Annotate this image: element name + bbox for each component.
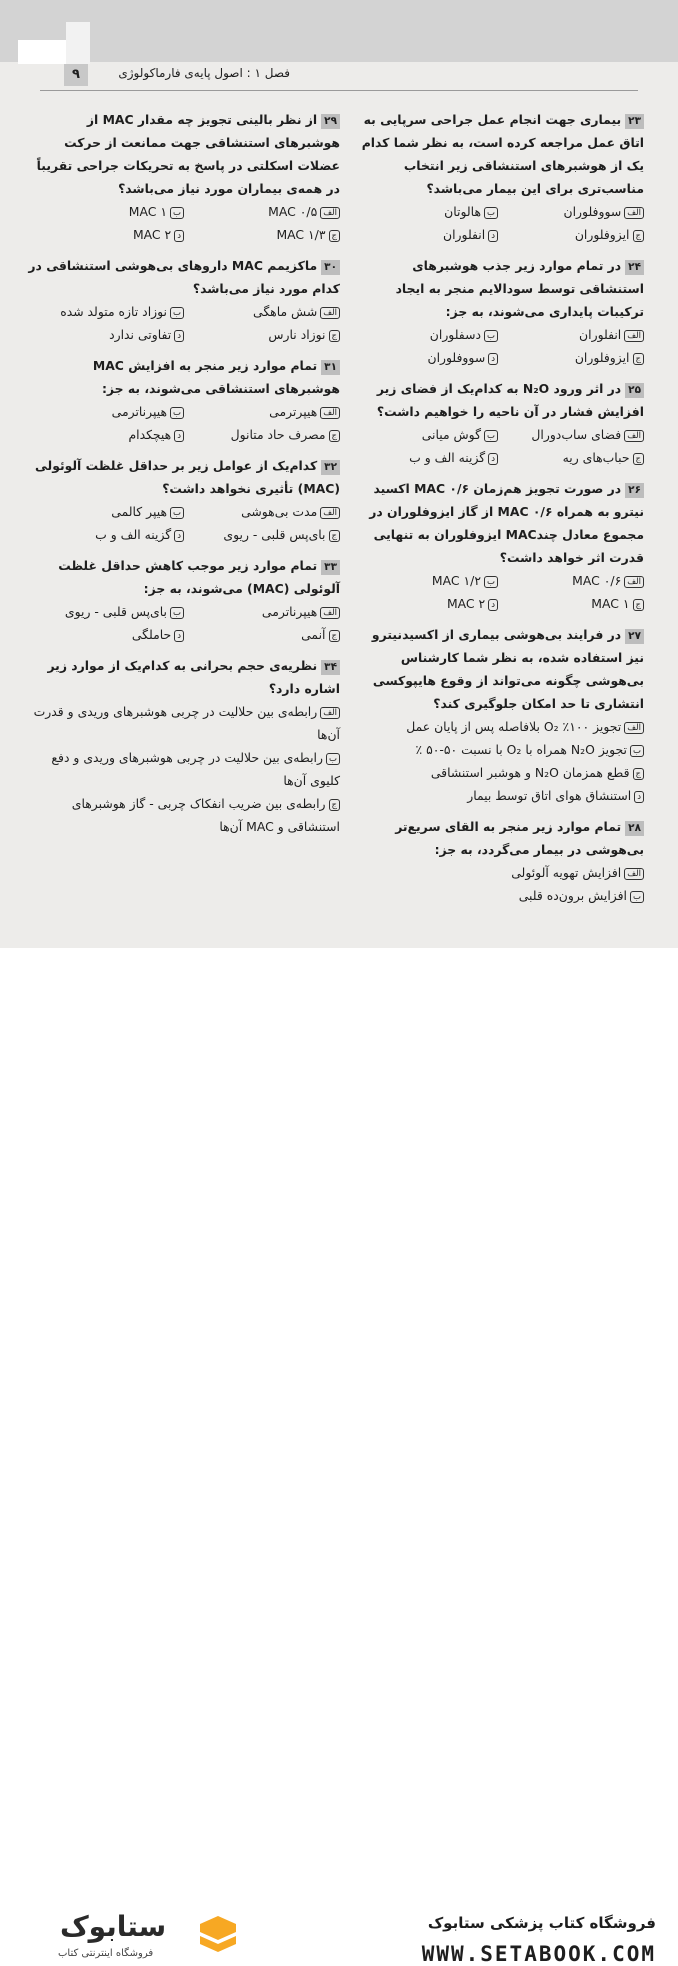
answer-option: [28, 792, 340, 838]
option-text: هیپرناترمی: [261, 604, 318, 619]
option-letter: الف: [320, 407, 340, 419]
option-text: حباب‌های ریه: [562, 450, 630, 465]
option-text: هیپر کالمی: [111, 504, 167, 519]
answer-option: [352, 738, 644, 761]
question-text: [352, 815, 644, 861]
question-stem: در فرایند بی‌هوشی بیماری از اکسیدنیترو نیز استفاده شده، به نظر شما کارشناس بی‌هوشی چگونه می‌تواند از وقوع هایپوکسی انتشاری تا حد امکان جلوگیری کند؟: [371, 627, 644, 711]
answer-option: [28, 523, 184, 546]
question-text: [28, 554, 340, 600]
question-stem: تمام موارد زیر منجر به القای سریع‌تر بی‌هوشی در بیمار می‌گردد، به جز:: [395, 819, 644, 857]
option-text: هیچکدام: [128, 427, 172, 442]
option-letter: الف: [320, 707, 340, 719]
question-text: [28, 454, 340, 500]
header-tab-block: [66, 22, 90, 64]
answer-option: [28, 300, 184, 323]
options-list: [352, 200, 644, 246]
option-letter: ب: [326, 753, 340, 765]
option-text: شش ماهگی: [253, 304, 318, 319]
options-list: [28, 600, 340, 646]
option-text: افزایش برون‌ده قلبی: [518, 888, 627, 903]
setabook-logo-icon: [196, 1914, 240, 1958]
option-letter: د: [174, 330, 184, 342]
option-letter: د: [488, 230, 498, 242]
answer-option: [28, 323, 184, 346]
options-list: [28, 400, 340, 446]
option-letter: ب: [170, 607, 184, 619]
question-block: [352, 108, 644, 246]
answer-option: [498, 323, 644, 346]
answer-option: [352, 200, 498, 223]
option-text: استنشاق هوای اتاق توسط بیمار: [467, 788, 632, 803]
answer-option: [352, 423, 498, 446]
option-letter: ب: [170, 207, 184, 219]
option-letter: ج: [329, 630, 341, 642]
answer-option: [184, 200, 340, 223]
option-text: انفلوران: [443, 227, 486, 242]
answer-option: [28, 400, 184, 423]
answer-option: [184, 500, 340, 523]
option-text: هیپرناترمی: [111, 404, 167, 419]
answer-option: [184, 600, 340, 623]
question-stem: ماکزیمم MAC داروهای بی‌هوشی استنشاقی در کدام مورد نیاز می‌باشد؟: [28, 258, 340, 296]
options-list: [352, 715, 644, 807]
header-divider: [40, 90, 638, 91]
answer-option: [28, 500, 184, 523]
option-text: ۱/۳ MAC: [276, 227, 326, 242]
option-letter: الف: [624, 207, 644, 219]
answer-option: [352, 223, 498, 246]
option-text: حاملگی: [131, 627, 172, 642]
logo-name: ستابوک: [60, 1910, 167, 1943]
option-letter: ج: [633, 453, 645, 465]
option-letter: د: [488, 453, 498, 465]
option-letter: الف: [624, 722, 644, 734]
answer-option: [28, 623, 184, 646]
option-letter: ج: [633, 230, 645, 242]
option-text: انفلوران: [579, 327, 622, 342]
question-block: [28, 454, 340, 546]
answer-option: [498, 446, 644, 469]
options-list: [352, 323, 644, 369]
question-number: ۲۹: [321, 114, 340, 129]
answer-option: [498, 592, 644, 615]
option-text: فضای ساب‌دورال: [531, 427, 622, 442]
chapter-title: فصل ۱ : اصول پایه‌ی فارماکولوژی: [118, 66, 290, 80]
option-text: گزینه الف و ب: [95, 527, 172, 542]
answer-option: [184, 223, 340, 246]
question-text: [352, 623, 644, 715]
header-tab-block: [18, 40, 66, 64]
option-text: ایزوفلوران: [574, 350, 630, 365]
question-stem: از نظر بالینی تجویز چه مقدار MAC از هوشبرهای استنشاقی جهت ممانعت از حرکت عضلات اسکلتی در پاسخ به تحریکات جراحی تقریباً در همه‌ی بیماران مورد نیاز می‌باشد؟: [36, 112, 340, 196]
question-number: ۳۱: [321, 360, 340, 375]
question-number: ۲۴: [625, 260, 644, 275]
answer-option: [184, 523, 340, 546]
option-text: گزینه الف و ب: [409, 450, 486, 465]
answer-option: [28, 200, 184, 223]
question-stem: بیماری جهت انجام عمل جراحی سرپایی به اتاق عمل مراجعه کرده است، به نظر شما کدام یک از هوشبرهای استنشاقی زیر انتخاب مناسب‌تری برای این بیمار می‌باشد؟: [361, 112, 644, 196]
option-letter: ب: [484, 430, 498, 442]
answer-option: [498, 423, 644, 446]
option-letter: د: [174, 430, 184, 442]
option-letter: ج: [329, 430, 341, 442]
question-number: ۲۵: [625, 383, 644, 398]
answer-option: [352, 761, 644, 784]
question-stem: تمام موارد زیر منجر به افزایش MAC هوشبرهای استنشاقی می‌شوند، به جز:: [92, 358, 340, 396]
question-block: [28, 108, 340, 246]
option-letter: الف: [320, 207, 340, 219]
option-letter: الف: [624, 576, 644, 588]
store-name: فروشگاه کتاب پزشکی ستابوک: [427, 1914, 656, 1932]
option-letter: الف: [320, 307, 340, 319]
question-text: [28, 354, 340, 400]
option-text: رابطه‌ی بین حلالیت در چربی هوشبرهای وریدی و قدرت آن‌ها: [33, 704, 340, 742]
question-block: [28, 254, 340, 346]
question-number: ۲۶: [625, 483, 644, 498]
option-text: ۰/۵ MAC: [268, 204, 318, 219]
answer-option: [352, 884, 644, 907]
left-column: [28, 108, 340, 846]
answer-option: [498, 200, 644, 223]
question-number: ۲۸: [625, 821, 644, 836]
answer-option: [352, 323, 498, 346]
answer-option: [28, 223, 184, 246]
option-letter: الف: [320, 607, 340, 619]
option-letter: د: [174, 530, 184, 542]
option-letter: الف: [624, 868, 644, 880]
answer-option: [184, 400, 340, 423]
option-letter: ج: [633, 599, 645, 611]
option-text: هیپرترمی: [269, 404, 318, 419]
store-url[interactable]: WWW.SETABOOK.COM: [421, 1942, 656, 1966]
option-text: بای‌پس قلبی - ریوی: [64, 604, 167, 619]
answer-option: [352, 715, 644, 738]
options-list: [28, 700, 340, 838]
option-text: نوزاد نارس: [268, 327, 326, 342]
question-text: [352, 254, 644, 323]
option-text: دسفلوران: [429, 327, 481, 342]
option-text: تفاوتی ندارد: [109, 327, 172, 342]
option-text: قطع همزمان N₂O و هوشبر استنشاقی: [430, 765, 630, 780]
question-number: ۲۷: [625, 629, 644, 644]
option-text: ایزوفلوران: [574, 227, 630, 242]
option-letter: ج: [633, 353, 645, 365]
answer-option: [184, 623, 340, 646]
option-letter: ج: [329, 230, 341, 242]
question-number: ۳۴: [321, 660, 340, 675]
answer-option: [184, 323, 340, 346]
question-text: [352, 377, 644, 423]
question-stem: تمام موارد زیر موجب کاهش حداقل غلظت آلوئولی (MAC) می‌شوند، به جز:: [58, 558, 340, 596]
option-letter: ب: [484, 330, 498, 342]
question-text: [28, 254, 340, 300]
answer-option: [352, 346, 498, 369]
answer-option: [352, 569, 498, 592]
question-number: ۳۳: [321, 560, 340, 575]
answer-option: [352, 861, 644, 884]
option-letter: الف: [624, 430, 644, 442]
answer-option: [352, 592, 498, 615]
option-letter: ب: [484, 207, 498, 219]
answer-option: [498, 223, 644, 246]
question-number: ۳۲: [321, 460, 340, 475]
options-list: [28, 200, 340, 246]
answer-option: [498, 346, 644, 369]
options-list: [28, 300, 340, 346]
answer-option: [184, 300, 340, 323]
logo-tagline: فروشگاه اینترنتی کتاب: [58, 1948, 154, 1959]
question-stem: در اثر ورود N₂O به کدام‌یک از فضای زیر افزایش فشار در آن ناحیه را خواهیم داشت؟: [376, 381, 644, 419]
question-block: [352, 623, 644, 807]
options-list: [28, 500, 340, 546]
question-number: ۲۳: [625, 114, 644, 129]
answer-option: [28, 746, 340, 792]
option-text: رابطه‌ی بین حلالیت در چربی هوشبرهای وریدی و دفع کلیوی آن‌ها: [51, 750, 340, 788]
option-text: آنمی: [301, 627, 326, 642]
right-column: [352, 108, 644, 915]
option-text: بای‌پس قلبی - ریوی: [223, 527, 326, 542]
option-text: افزایش تهویه آلوئولی: [511, 865, 622, 880]
option-letter: د: [488, 599, 498, 611]
option-letter: ب: [484, 576, 498, 588]
option-text: مصرف حاد متانول: [230, 427, 326, 442]
option-letter: ج: [329, 799, 341, 811]
question-text: [352, 477, 644, 569]
option-letter: ج: [633, 768, 645, 780]
book-page: [0, 0, 678, 948]
answer-option: [28, 700, 340, 746]
option-text: ۱ MAC: [128, 204, 167, 219]
question-number: ۳۰: [321, 260, 340, 275]
option-text: تجویز ۱۰۰٪ O₂ بلافاصله پس از پایان عمل: [406, 719, 622, 734]
question-block: [352, 377, 644, 469]
option-text: گوش میانی: [421, 427, 481, 442]
question-stem: در صورت تجویز هم‌زمان MAC ۰/۶ اکسید نیترو به همراه MAC ۰/۶ از گاز ایزوفلوران در مجموع معادل چندMAC ایزوفلوران به تنهایی قدرت اثر خواهد داشت؟: [369, 481, 644, 565]
option-text: ۲ MAC: [132, 227, 172, 242]
option-letter: د: [174, 230, 184, 242]
option-text: هالوتان: [444, 204, 481, 219]
footer-banner: [0, 948, 678, 1966]
question-block: [352, 477, 644, 615]
question-text: [28, 654, 340, 700]
option-letter: ب: [170, 507, 184, 519]
option-text: نوزاد تازه متولد شده: [60, 304, 167, 319]
header-band: [0, 0, 678, 62]
option-text: سووفلوران: [563, 204, 622, 219]
option-letter: ب: [630, 745, 644, 757]
question-block: [352, 815, 644, 907]
option-text: رابطه‌ی بین ضریب انفکاک چربی - گاز هوشبرهای استنشاقی و MAC آن‌ها: [71, 796, 340, 834]
option-text: ۱ MAC: [591, 596, 630, 611]
question-stem: نظریه‌ی حجم بحرانی به کدام‌یک از موارد زیر اشاره دارد؟: [47, 658, 340, 696]
option-letter: ج: [329, 330, 341, 342]
option-letter: د: [488, 353, 498, 365]
answer-option: [498, 569, 644, 592]
question-text: [28, 108, 340, 200]
option-text: سووفلوران: [427, 350, 486, 365]
option-letter: الف: [624, 330, 644, 342]
option-text: تجویز N₂O همراه با O₂ با نسبت ۵۰-۵۰ ٪: [415, 742, 627, 757]
question-block: [28, 654, 340, 838]
option-letter: ب: [170, 307, 184, 319]
options-list: [352, 423, 644, 469]
answer-option: [352, 784, 644, 807]
answer-option: [28, 423, 184, 446]
question-stem: کدام‌یک از عوامل زیر بر حداقل غلظت آلوئولی (MAC) تأثیری نخواهد داشت؟: [35, 458, 340, 496]
options-list: [352, 569, 644, 615]
option-letter: ب: [630, 891, 644, 903]
answer-option: [352, 446, 498, 469]
option-letter: الف: [320, 507, 340, 519]
options-list: [352, 861, 644, 907]
option-text: ۲ MAC: [446, 596, 486, 611]
question-text: [352, 108, 644, 200]
question-block: [28, 354, 340, 446]
option-text: ۰/۶ MAC: [572, 573, 622, 588]
answer-option: [184, 423, 340, 446]
option-letter: ج: [329, 530, 341, 542]
question-block: [352, 254, 644, 369]
question-stem: در تمام موارد زیر جذب هوشبرهای استنشاقی توسط سودالایم منجر به ایجاد ترکیبات پایداری می‌شوند، به جز:: [395, 258, 644, 319]
page-number: ۹: [64, 64, 88, 86]
question-block: [28, 554, 340, 646]
option-letter: ب: [170, 407, 184, 419]
option-text: مدت بی‌هوشی: [241, 504, 318, 519]
option-letter: د: [174, 630, 184, 642]
option-text: ۱/۲ MAC: [431, 573, 481, 588]
answer-option: [28, 600, 184, 623]
option-letter: د: [634, 791, 644, 803]
